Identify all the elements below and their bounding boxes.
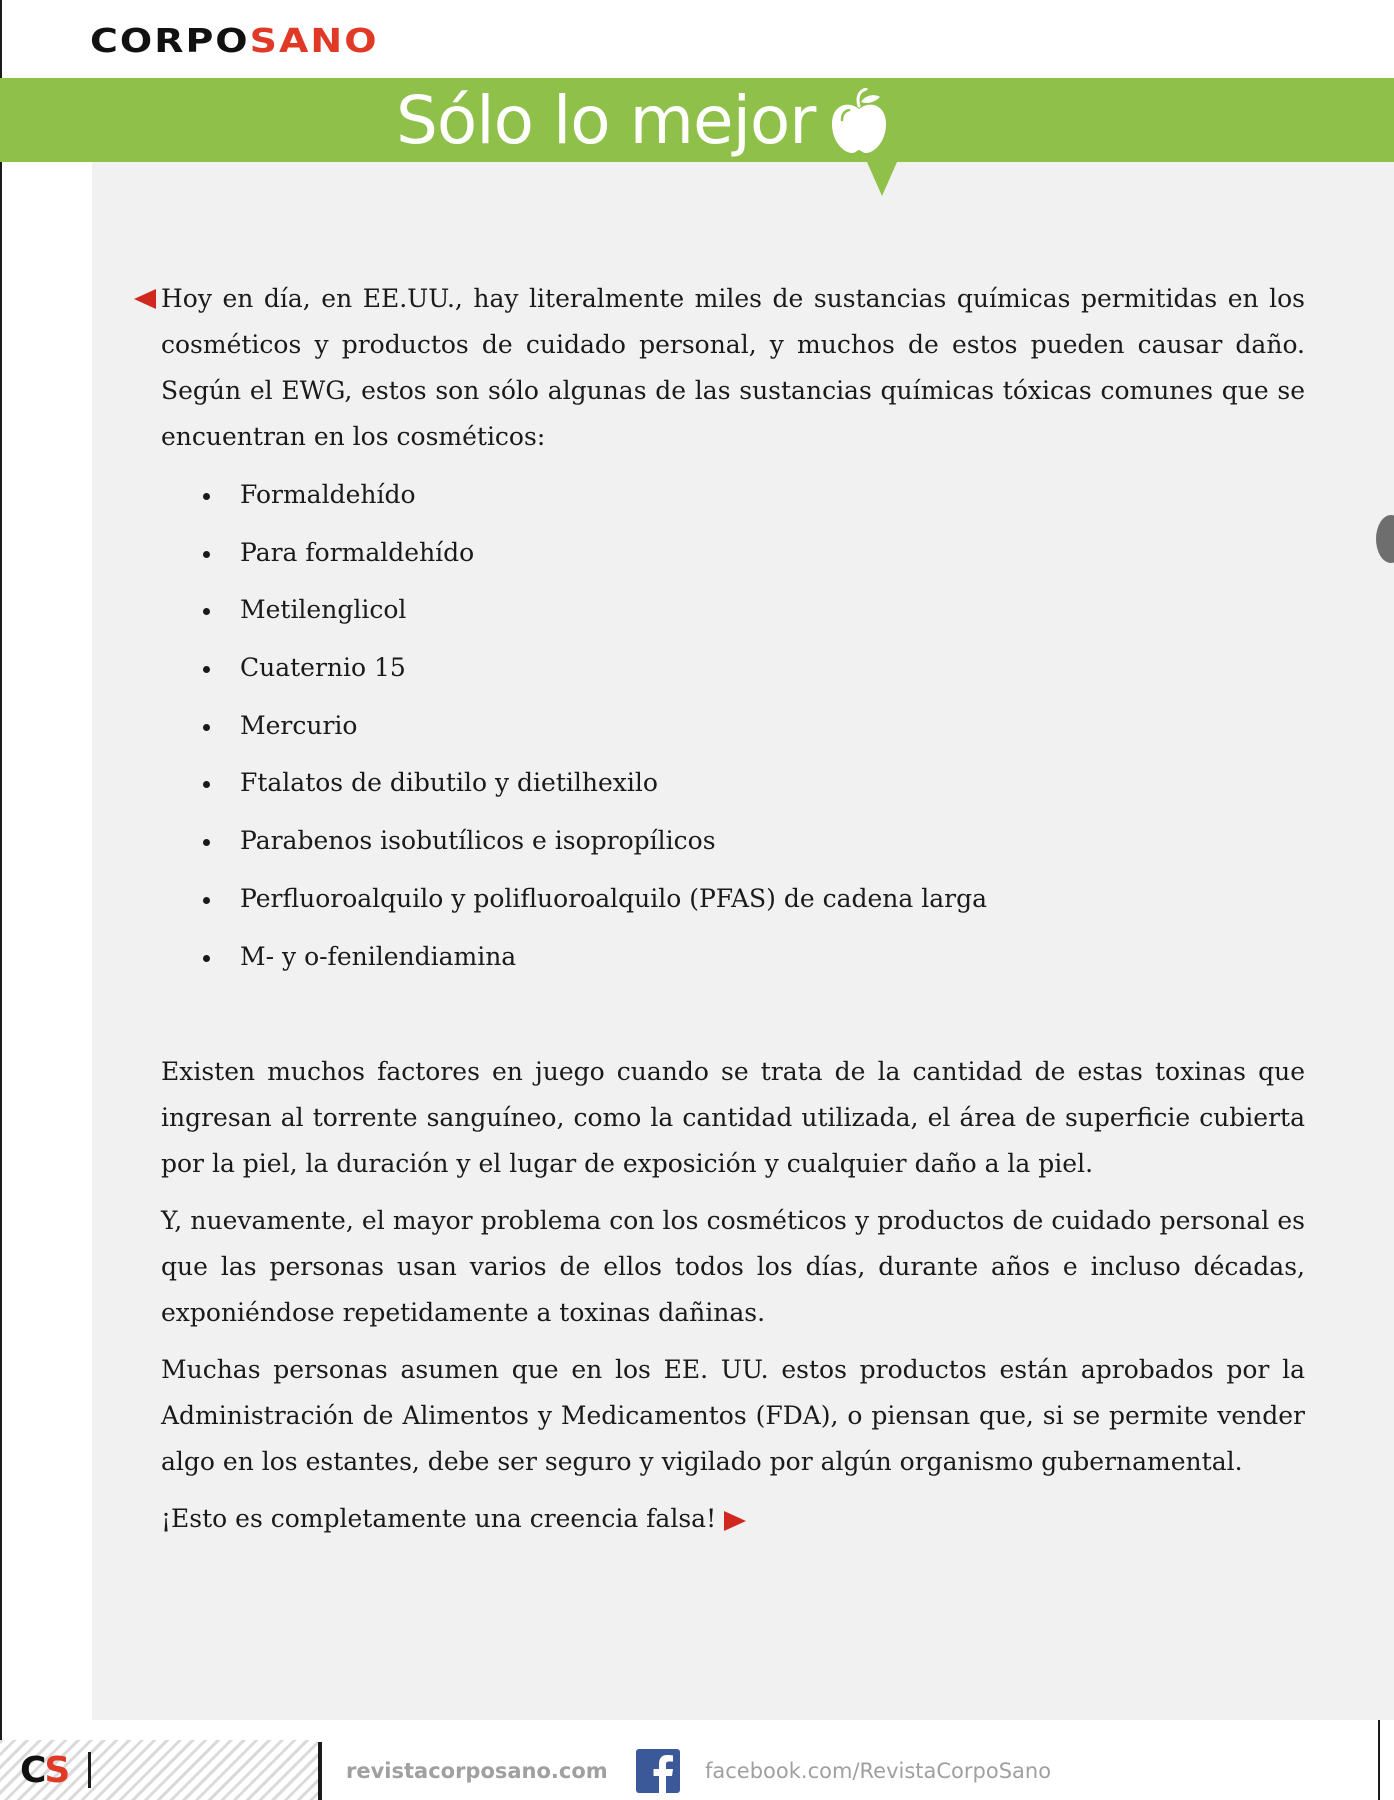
intro-paragraph: Hoy en día, en EE.UU., hay literalmente miles de sustancias químicas permitidas en los cosméticos y productos de cuidado personal, y muchos de estos pueden causar daño. Según el EWG, estos son sólo algunas de las sustancias químicas tóxicas comunes que se encuentran en los cosméticos: <box>161 284 1305 451</box>
footer-logo-divider <box>88 1752 91 1788</box>
facebook-link[interactable]: facebook.com/RevistaCorpoSano <box>705 1759 1052 1783</box>
list-item: Cuaternio 15 <box>200 639 987 697</box>
page-left-rule <box>0 0 2 1800</box>
closing-paragraph <box>161 1496 1305 1542</box>
corposano-logo[interactable] <box>90 22 379 60</box>
section-title: Sólo lo mejor <box>396 81 816 159</box>
page-right-edge <box>1378 1720 1380 1800</box>
paragraph-factors: Existen muchos factores en juego cuando se trata de la cantidad de estas toxinas que ingresan al torrente sanguíneo, como la cantidad utilizada, el área de superficie cubierta por la piel, la duración y el lugar de exposición y cualquier daño a la piel. <box>161 1057 1305 1178</box>
list-item: Perfluoroalquilo y polifluoroalquilo (PFAS) de cadena larga <box>200 870 987 928</box>
list-item: M- y o-fenilendiamina <box>200 928 987 986</box>
footer-cs-c: C <box>20 1749 45 1791</box>
paragraph-start-arrow-icon <box>134 288 156 310</box>
closing-text: ¡Esto es completamente una creencia falsa! <box>161 1504 717 1533</box>
continue-arrow-icon[interactable] <box>724 1510 746 1532</box>
paragraph-fda: Muchas personas asumen que en los EE. UU. estos productos están aprobados por la Administración de Alimentos y Medicamentos (FDA), o piensan que, si se permite vender algo en los estantes, debe ser seguro y vigilado por algún organismo gubernamental. <box>161 1355 1305 1476</box>
facebook-icon[interactable] <box>636 1749 680 1793</box>
list-item: Parabenos isobutílicos e isopropílicos <box>200 812 987 870</box>
chemicals-list <box>200 466 987 985</box>
paragraph-problem: Y, nuevamente, el mayor problema con los cosméticos y productos de cuidado personal es que las personas usan varios de ellos todos los días, durante años e incluso décadas, exponiéndose repetidamente a toxinas dañinas. <box>161 1206 1305 1327</box>
list-item: Formaldehído <box>200 466 987 524</box>
footer-cs-logo[interactable] <box>20 1747 68 1793</box>
list-item: Metilenglicol <box>200 581 987 639</box>
website-link[interactable]: revistacorposano.com <box>346 1759 608 1783</box>
list-item: Mercurio <box>200 697 987 755</box>
footer-divider <box>318 1742 322 1800</box>
logo-sano-text: SANO <box>249 22 379 60</box>
list-item: Para formaldehído <box>200 524 987 582</box>
footer-cs-s: S <box>44 1749 69 1791</box>
list-item: Ftalatos de dibutilo y dietilhexilo <box>200 754 987 812</box>
apple-icon <box>830 88 888 154</box>
logo-corpo-text: CORPO <box>90 22 250 60</box>
banner-pointer <box>867 162 897 196</box>
